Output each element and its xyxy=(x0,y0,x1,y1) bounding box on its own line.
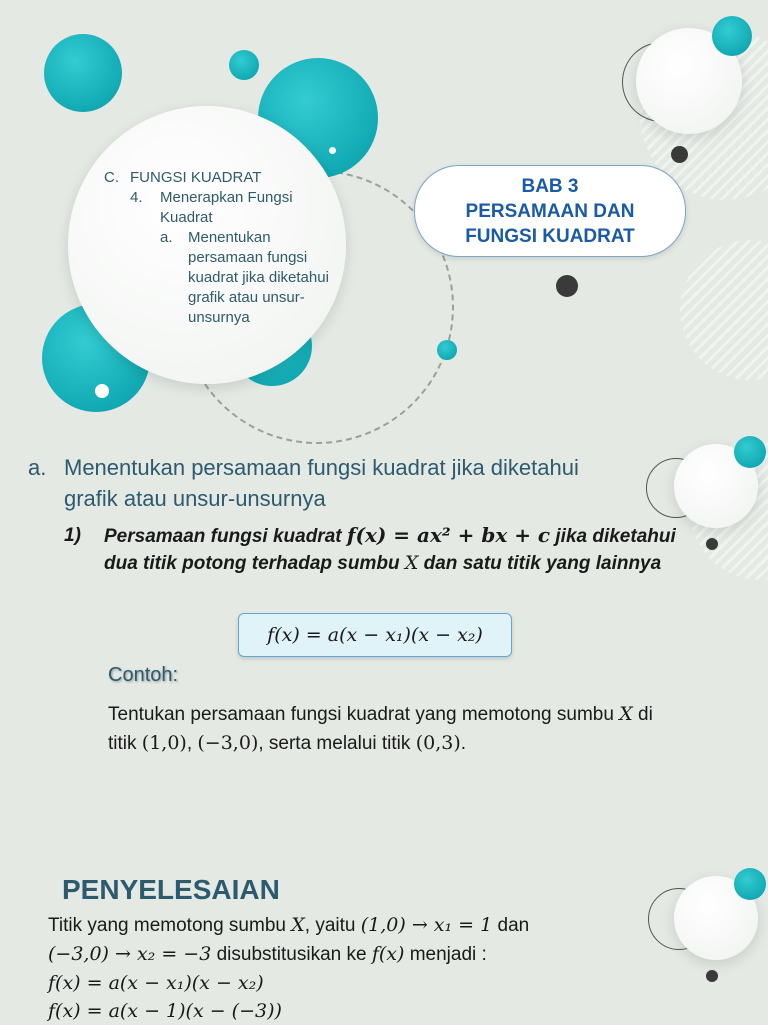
subsection-1 xyxy=(64,522,724,577)
example-text-3: , serta melalui titik xyxy=(258,733,416,754)
solution-line-2-fx: f(x) xyxy=(371,943,405,965)
cover-item-c-label: FUNGSI KUADRAT xyxy=(130,169,262,186)
chapter-title-box xyxy=(414,165,686,257)
example-axis: X xyxy=(619,703,633,725)
cover-outline xyxy=(104,168,344,328)
subsection-1-text xyxy=(104,522,714,577)
subsection-1-formula: f(x) = ax² + bx + c xyxy=(346,523,551,547)
dark-dot-decoration xyxy=(556,275,578,297)
subsection-1-text-c: dan satu titik yang lainnya xyxy=(418,553,662,574)
solution-line-2-math: (−3,0) → x₂ = −3 xyxy=(48,943,212,965)
chapter-title-line-2: PERSAMAAN DAN xyxy=(465,200,635,222)
subsection-1-text-b: jika diketahui dua titik potong terhadap sumbu xyxy=(104,526,676,574)
solution-line-3: f(x) = a(x − x₁)(x − x₂) xyxy=(48,972,264,994)
cover-item-a-label: Menentukan persamaan fungsi kuadrat jika diketahui grafik atau unsur-unsurnya xyxy=(188,229,329,326)
solution-line-2-text-b: disubstitusikan ke xyxy=(211,944,372,965)
solution-line-1-axis: X xyxy=(291,914,305,936)
striped-circle-decoration xyxy=(680,240,768,380)
subsection-1-number: 1) xyxy=(64,525,81,546)
subsection-1-axis: X xyxy=(404,552,419,574)
example-question xyxy=(108,700,668,758)
solution-line-1-text-b: , yaitu xyxy=(304,915,361,936)
cover-item-c xyxy=(104,168,344,188)
solution-heading: PENYELESAIAN xyxy=(62,874,280,905)
solution-line-2-text-c: menjadi : xyxy=(404,944,487,965)
example-text-1: Tentukan persamaan fungsi kuadrat yang memotong sumbu xyxy=(108,704,620,725)
solution-body xyxy=(48,911,688,1025)
formula-box-text: f(x) = a(x − x₁)(x − x₂) xyxy=(267,624,483,646)
formula-box xyxy=(238,613,512,657)
white-dot-decoration xyxy=(95,384,109,398)
section-heading-number: a. xyxy=(28,455,47,480)
example-point-3: (0,3) xyxy=(415,732,461,754)
teal-circle-decoration xyxy=(734,436,766,468)
cover-item-4-number: 4. xyxy=(130,189,143,206)
solution-line-1-math: (1,0) → x₁ = 1 xyxy=(360,914,493,936)
teal-circle-decoration xyxy=(734,868,766,900)
example-end: . xyxy=(460,733,467,754)
cover-item-4-label: Menerapkan Fungsi Kuadrat xyxy=(160,189,293,226)
teal-circle-decoration xyxy=(437,340,457,360)
section-heading-text: Menentukan persamaan fungsi kuadrat jika diketahui grafik atau unsur-unsurnya xyxy=(64,455,579,511)
cover-item-4 xyxy=(104,188,344,228)
solution-line-1-text-a: Titik yang memotong sumbu xyxy=(48,915,292,936)
cover-item-a xyxy=(104,228,344,328)
white-dot-decoration xyxy=(329,147,336,154)
cover-item-c-number: C. xyxy=(104,169,119,186)
chapter-title-line-3: FUNGSI KUADRAT xyxy=(465,225,635,247)
teal-circle-decoration xyxy=(229,50,259,80)
solution-line-1 xyxy=(48,911,688,940)
subsection-1-text-a: Persamaan fungsi kuadrat xyxy=(104,526,347,547)
chapter-title-line-1: BAB 3 xyxy=(521,175,579,197)
solution-line-1-text-c: dan xyxy=(492,915,530,936)
example-point-1: (1,0) xyxy=(141,732,187,754)
solution-line-2 xyxy=(48,940,688,969)
example-text-2: di titik xyxy=(108,704,653,754)
section-heading xyxy=(28,452,628,514)
cover-item-a-number: a. xyxy=(160,229,173,246)
example-label: Contoh: xyxy=(108,664,179,686)
teal-circle-decoration xyxy=(712,16,752,56)
teal-circle-decoration xyxy=(44,34,122,112)
dark-dot-decoration xyxy=(671,146,688,163)
example-point-2: (−3,0) xyxy=(197,732,259,754)
example-separator: , xyxy=(186,733,198,754)
solution-line-4: f(x) = a(x − 1)(x − (−3)) xyxy=(48,1000,282,1022)
dark-dot-decoration xyxy=(706,970,718,982)
